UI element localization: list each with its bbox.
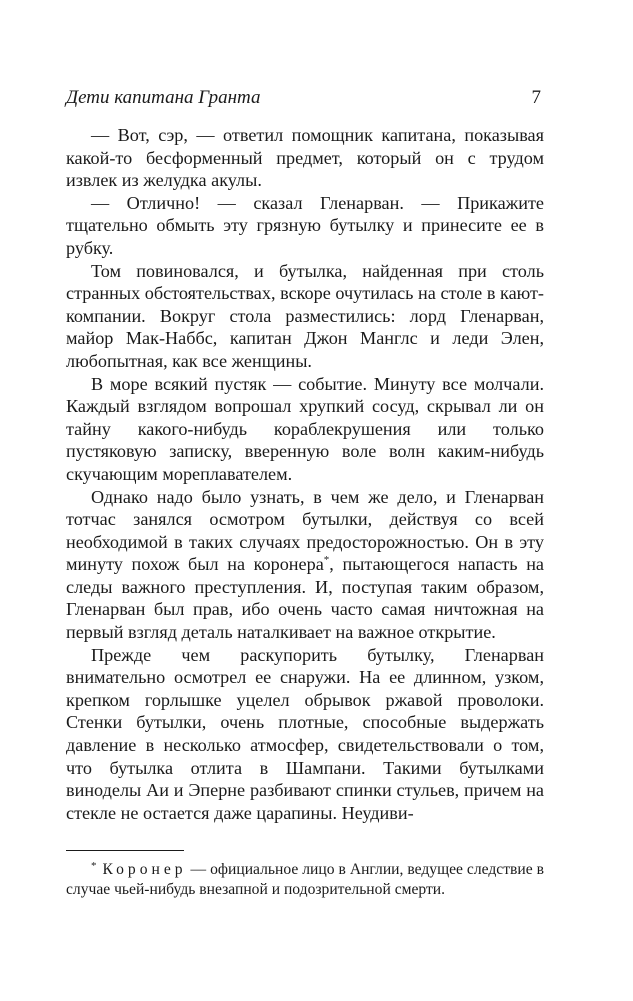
paragraph-6: Прежде чем раскупорить бутылку, Гленарван внимательно осмотрел ее снаружи. На ее длинном, узком, крепком горлышке уцелел обрывок ржавой проволоки. Стенки бутылки, очень плотные, способные выдержать давление в несколько атмосфер, свидетельствовали о том, что бутылка отлита в Шампани. Такими бутылками виноделы Аи и Эперне разбивают спинки стульев, причем на стекле не остается даже царапины. Неудиви- [66, 644, 544, 823]
paragraph-5 [66, 486, 544, 644]
paragraph-1: — Вот, сэр, — ответил помощник капитана, показывая какой-то бесформенный предмет, который он с трудом извлек из желудка акулы. [66, 125, 544, 191]
page-number: 7 [531, 87, 541, 108]
main-text [66, 124, 544, 824]
footnote-term: Коронер [102, 861, 187, 879]
running-head [66, 86, 544, 110]
footnote-reference: * [323, 554, 330, 567]
footnote-divider [66, 850, 184, 851]
paragraph-2: — Отлично! — сказал Гленарван. — Прикажите тщательно обмыть эту грязную бутылку и принесите ее в рубку. [66, 192, 544, 258]
book-page [66, 86, 544, 899]
paragraph-5-text-a: Однако надо было узнать, в чем же дело, и Гленарван тотчас занялся осмотром бутылки, действуя со всей необходимой в таких случаях предосторожностью. Он в эту минуту похож был на коронера [66, 486, 544, 575]
footnote-text: — официальное лицо в Англии, ведущее следствие в случае чьей-нибудь внезапной и подозрительной смерти. [66, 861, 544, 898]
paragraph-5-text-b: , пытающегося напасть на следы важного преступления. И, поступая таким образом, Гленарван был прав, ибо очень часто самая ничтожная на первый взгляд деталь наталкивает на важное открытие. [66, 554, 544, 643]
footnote-marker: * [91, 860, 97, 873]
paragraph-4: В море всякий пустяк — событие. Минуту все молчали. Каждый взглядом вопрошал хрупкий сосуд, скрывал ли он тайну какого-нибудь кораблекрушения или только пустяковую записку, вверенную воле волн каким-нибудь скучающим мореплавателем. [66, 373, 544, 484]
paragraph-3: Том повиновался, и бутылка, найденная при столь странных обстоятельствах, вскоре очутилась на столе в кают-компании. Вокруг стола разместились: лорд Гленарван, майор Мак-Наббс, капитан Джон Манглс и леди Элен, любопытная, как все женщины. [66, 260, 544, 371]
running-title: Дети капитана Гранта [66, 87, 261, 108]
footnote [66, 857, 544, 899]
